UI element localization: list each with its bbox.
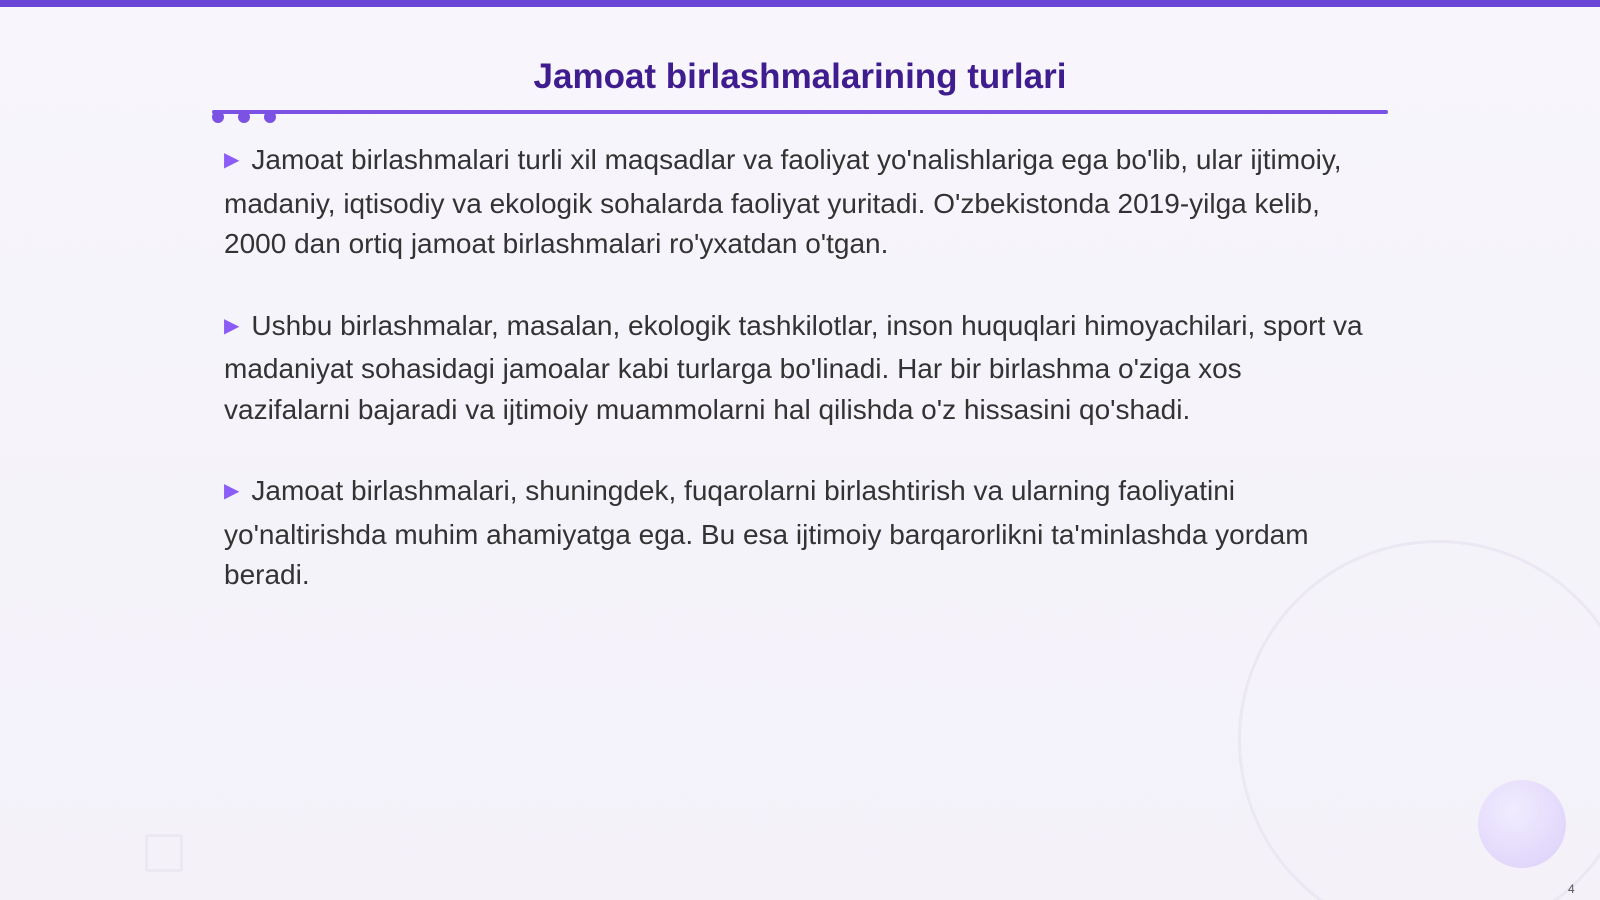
top-accent-bar — [0, 0, 1600, 7]
slide-title: Jamoat birlashmalarining turlari — [533, 57, 1067, 96]
paragraph-text: Ushbu birlashmalar, masalan, ekologik tashkilotlar, inson huquqlari himoyachilari, sport va madaniyat sohasidagi jamoalar kabi turlarga bo'linadi. Har bir birlashma o'ziga xos vazifalarni bajaradi va ijtimoiy muammolarni hal qilishda o'z hissasini qo'shadi. — [224, 309, 1363, 425]
bullet-paragraph — [224, 140, 1369, 265]
decorative-square — [145, 834, 183, 872]
bullet-paragraph — [224, 306, 1369, 431]
paragraph-text: Jamoat birlashmalari, shuningdek, fuqarolarni birlashtirish va ularning faoliyatini yo'naltirishda muhim ahamiyatga ega. Bu esa ijtimoiy barqarorlikni ta'minlashda yordam beradi. — [224, 475, 1309, 590]
triangle-bullet-icon: ▶ — [224, 314, 240, 337]
slide-body — [224, 140, 1369, 637]
triangle-bullet-icon: ▶ — [224, 149, 240, 171]
underline-dot — [212, 111, 224, 123]
page-number: 4 — [1568, 882, 1575, 896]
bullet-paragraph — [224, 471, 1369, 596]
underline-dot — [238, 111, 250, 123]
paragraph-text: Jamoat birlashmalari turli xil maqsadlar va faoliyat yo'nalishlariga ega bo'lib, ular ijtimoiy, madaniy, iqtisodiy va ekologik sohalarda faoliyat yuritadi. O'zbekistonda 2019-yilga kelib, 2000 dan ortiq jamoat birlashmalari ro'yxatdan o'tgan. — [224, 144, 1342, 259]
title-underline — [212, 110, 1388, 114]
decorative-sphere — [1478, 780, 1566, 868]
triangle-bullet-icon: ▶ — [224, 480, 240, 502]
underline-dot — [264, 111, 276, 123]
